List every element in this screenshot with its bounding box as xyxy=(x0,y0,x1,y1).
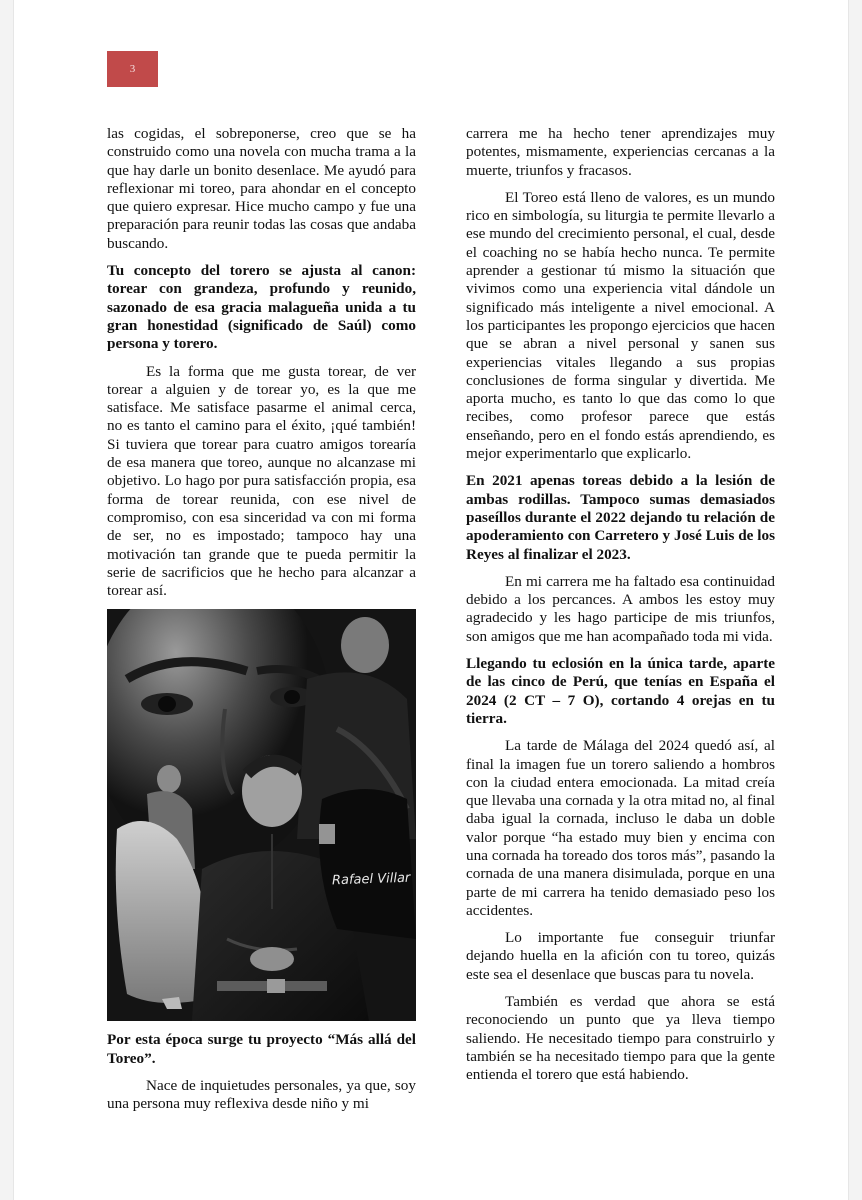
interview-question: Tu concepto del torero se ajusta al canon: torear con grandeza, profundo y reunido, sazonado de esa gracia malagueña unida a tu gran honestidad (significado de Saúl) como persona y torero. xyxy=(107,262,416,353)
document-page xyxy=(14,0,848,1200)
interview-question: En 2021 apenas toreas debido a la lesión de ambas rodillas. Tampoco sumas demasiados paseíllos durante el 2022 dejando tu relación de apoderamiento con Carretero y José Luis de los Reyes al finalizar el 2023. xyxy=(466,472,775,563)
body-paragraph: carrera me ha hecho tener aprendizajes muy potentes, mismamente, experiencias cercanas a la muerte, triunfos y fracasos. xyxy=(466,125,775,179)
body-paragraph: Lo importante fue conseguir triunfar dejando huella en la afición con tu toreo, quizás este sea el desenlace que buscas para tu novela. xyxy=(466,929,775,983)
left-column xyxy=(107,125,416,1114)
body-paragraph: las cogidas, el sobreponerse, creo que se ha construido como una novela con mucha trama a la que hay darle un bonito desenlace. Me ayudó para reflexionar mi toreo, para ahondar en el concepto que quiero expresar. Hice mucho campo y fue una preparación para reunir todas las cosas que andaba buscando. xyxy=(107,125,416,252)
photo-signature: Rafael Villar xyxy=(331,871,411,889)
interview-question: Por esta época surge tu proyecto “Más allá del Toreo”. xyxy=(107,1031,416,1067)
page-number-badge: 3 xyxy=(107,51,158,87)
body-paragraph: El Toreo está lleno de valores, es un mundo rico en simbología, su liturgia te permite llevarlo a ese mundo del crecimiento personal, el cual, desde el coaching no se había hecho nunca. Te permite aprender a gestionar tú mismo la situación que vivimos como una experiencia vital dándole un significado más inteligente a nivel emocional. A los participantes les propongo ejercicios que hacen que se abran a nivel personal y sanen sus experiencias vitales llegando a sus propias conclusiones de forma singular y divertida. Me aporta mucho, es tanto lo que das como lo que recibes, como profesor parece que estás enseñando, pero en el fondo estás aprendiendo, es mejor experimentarlo que explicarlo. xyxy=(466,188,775,463)
photo-collage-image xyxy=(107,609,416,1021)
photo-collage xyxy=(107,609,416,1021)
body-paragraph: La tarde de Málaga del 2024 quedó así, al final la imagen fue un torero saliendo a hombros con la ciudad entera emocionada. La mitad creía que llevaba una cornada y la otra mitad no, al final daba igual la cornada, incluso le daba un doble valor porque “ha estado muy bien y encima con una cornada ha toreado dos toros más”, pasando la cornada de una manera disimulada, porque en una parte de mi carrera ha tenido demasiado peso los accidentes. xyxy=(466,737,775,919)
right-column xyxy=(466,125,775,1085)
body-paragraph: En mi carrera me ha faltado esa continuidad debido a los percances. A ambos les estoy muy agradecido y les hago participe de mis triunfos, son amigos que me han acompañado toda mi vida. xyxy=(466,572,775,645)
interview-question: Llegando tu eclosión en la única tarde, aparte de las cinco de Perú, que tenías en España el 2024 (2 CT – 7 O), cortando 4 orejas en tu tierra. xyxy=(466,655,775,727)
body-paragraph: Nace de inquietudes personales, ya que, soy una persona muy reflexiva desde niño y mi xyxy=(107,1077,416,1113)
body-paragraph: También es verdad que ahora se está reconociendo un punto que ya lleva tiempo saliendo. He necesitado tiempo para construirlo y también se ha necesitado tiempo para que la gente entienda el torero que está habiendo. xyxy=(466,993,775,1084)
body-paragraph: Es la forma que me gusta torear, de ver torear a alguien y de torear yo, es la que me satisface. Me satisface pasarme el animal cerca, no es tanto el camino para el éxito, ¡qué también! Si tuviera que torear para cuatro amigos torearía de esa manera que toreo, aunque no alcanzase mi objetivo. Lo hago por pura satisfacción propia, esa forma de torear reunida, con ese nivel de compromiso, con esa sinceridad va con mi forma de ser, no es impostado; tampoco hay una motivación tan grande que te pueda permitir la serie de sacrificios que he hecho para alcanzar a torear así. xyxy=(107,362,416,600)
